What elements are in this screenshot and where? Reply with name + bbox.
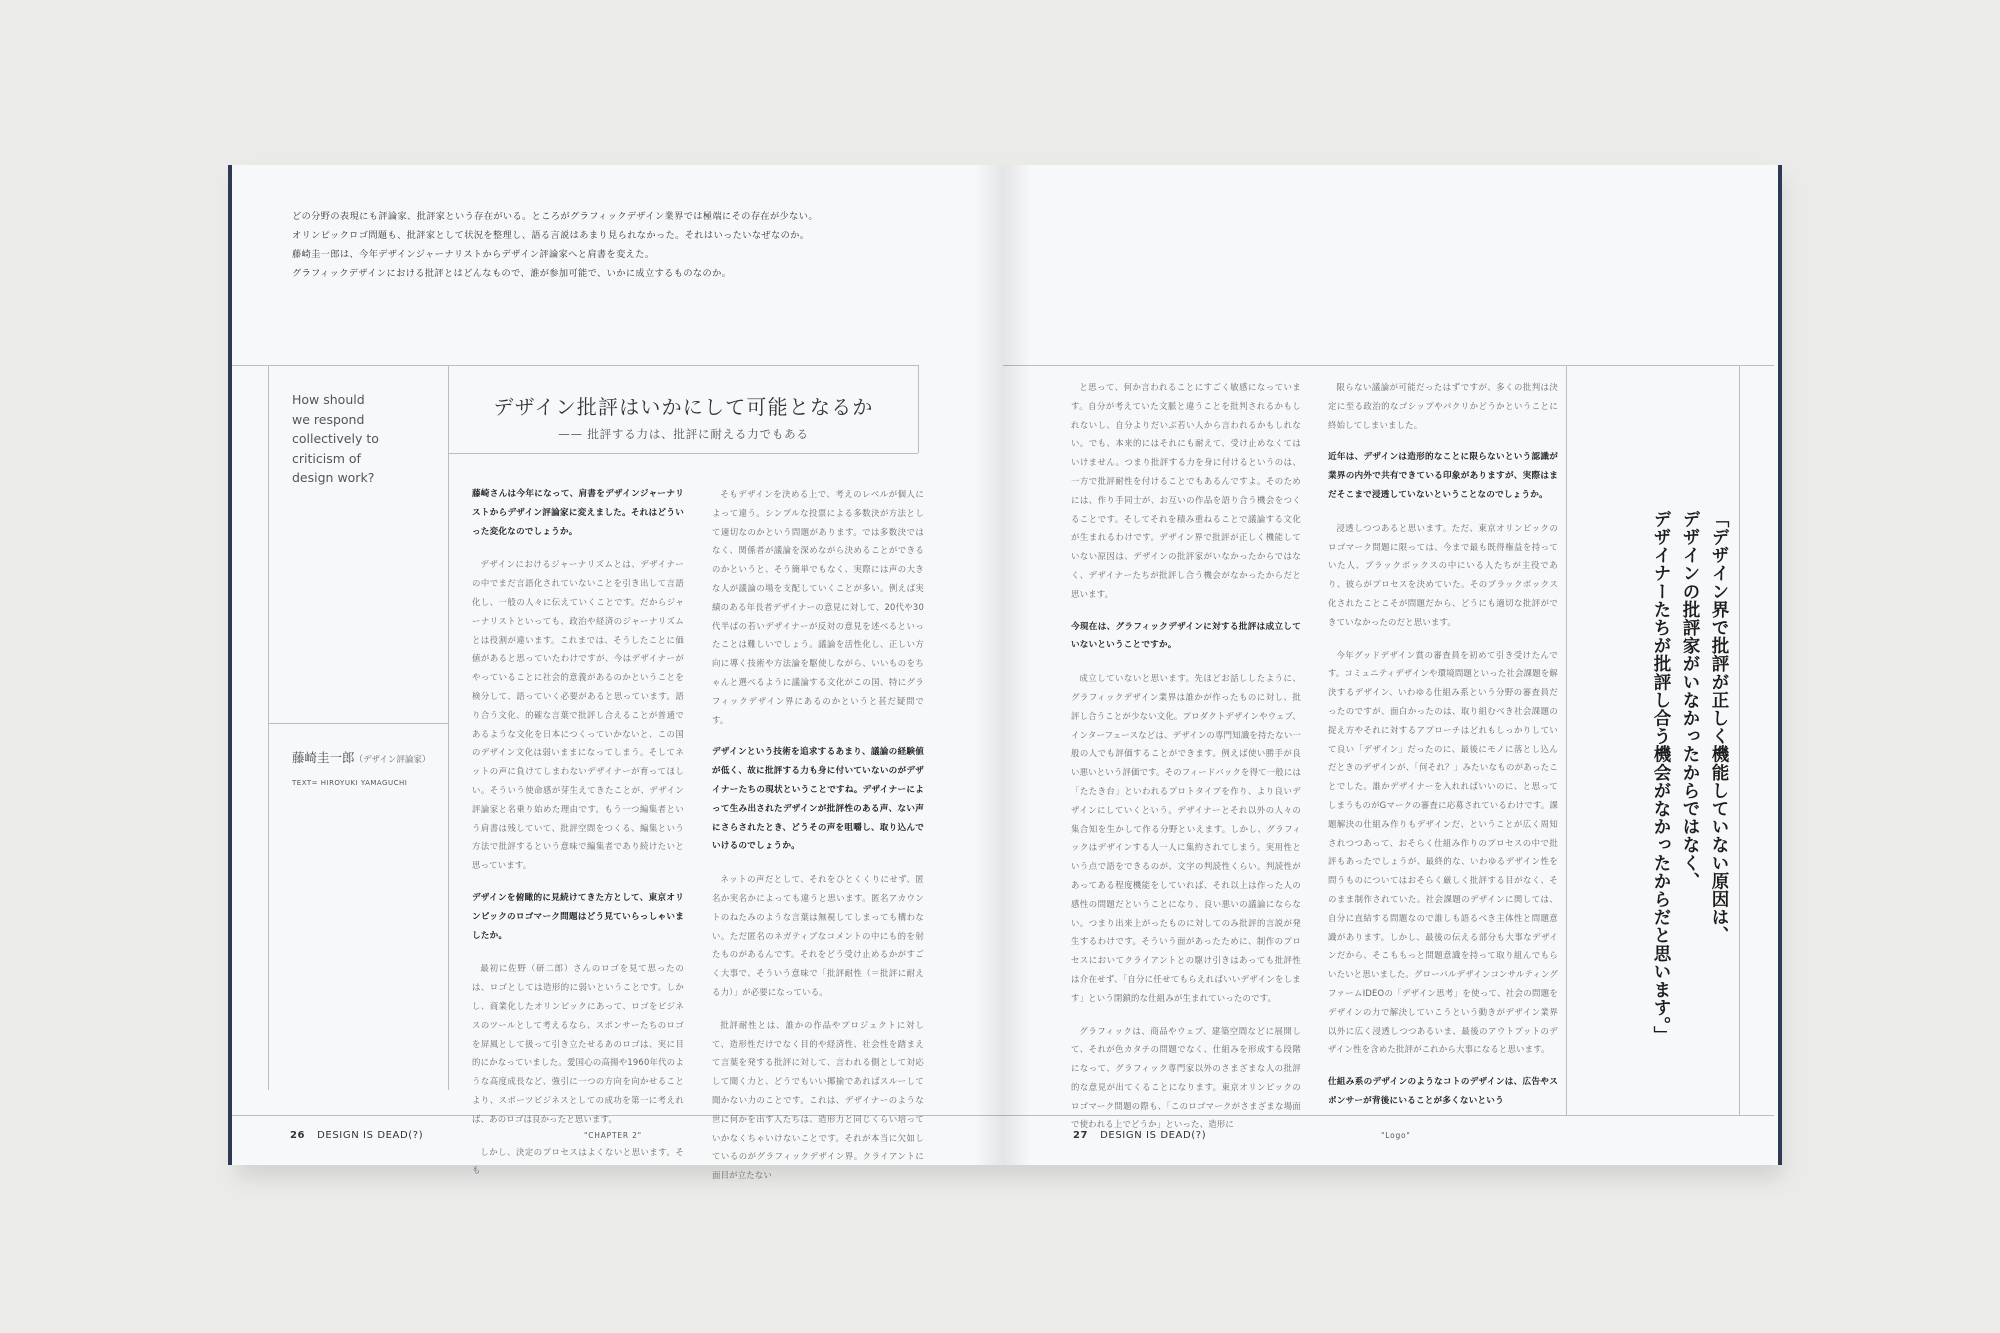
pull-quote-line: デザイナーたちが批評し合う機会がなかったからだと思います。」	[1651, 510, 1671, 1045]
article-title: デザイン批評はいかにして可能となるか	[493, 395, 874, 419]
interview-question: デザインという技術を追求するあまり、議論の経験値が低く、故に批評する力も身に付いていないのがデザイナーたちの現状ということですね。デザイナーによって生み出されたデザインが批評性のある声、ない声にさらされたとき、どうその声を咀嚼し、取り込んでいけるのでしょうか。	[712, 747, 924, 852]
chapter-label: "Logo"	[1381, 1131, 1411, 1140]
article-subtitle: —— 批評する力は、批評に耐える力でもある	[558, 427, 809, 441]
body-column-3	[1071, 378, 1302, 1130]
body-paragraph: グラフィックは、商品やウェブ、建築空間などに展開して、それが色カタチの問題でなく、仕組みを形成する段階になって、グラフィック専門家以外のさまざまな人の批評的な意見が出てくることになります。東京オリンピックのロゴマーク問題の際も、「このロゴマークがさまざまな場面で使われる上でどうか」といった、造形に	[1071, 1025, 1301, 1130]
right-page	[1003, 165, 1782, 1165]
interview-question: 仕組み系のデザインのようなコトのデザインは、広告やスポンサーが背後にいることが多くないという	[1328, 1077, 1558, 1106]
interview-question: 藤崎さんは今年になって、肩書をデザインジャーナリストからデザイン評論家に変えました。それはどういった変化なのでしょうか。	[472, 489, 684, 537]
chapter-label: "CHAPTER 2"	[584, 1131, 642, 1140]
rule	[918, 365, 919, 453]
author-name-text: 藤崎圭一郎	[292, 750, 355, 765]
rule	[448, 365, 918, 366]
body-paragraph: そもデザインを決める上で、考えのレベルが個人によって違う。シンプルな投票による多数決が方法として適切なのかという問題があります。では多数決ではなく、関係者が議論を深めながら決めることができるのかというと、そう簡単でもなく、実際には声の大きな人が議論の場を支配していくことが多い。例えば実績のある年長者デザイナーの意見に対して、20代や30代半ばの若いデザイナーが反対の意見を述べるといったことは難しいでしょう。議論を活性化し、正しい方向に導く技術や方法論を駆使しながら、いいものをちゃんと選べるように議論する文化がこの国、特にグラフィックデザイン界にあるのかというと甚だ疑問です。	[712, 489, 924, 725]
author-name	[292, 748, 430, 766]
pull-quote-line: 「デザイン界で批評が正しく機能していない原因は、	[1709, 510, 1729, 945]
page-number: 26	[290, 1130, 306, 1141]
interview-question: 近年は、デザインは造形的なことに限らないという認識が業界の内外で共有できている印象がありますが、実際はまだそこまで浸透していないということなのでしょうか。	[1328, 452, 1558, 500]
lead-line: どの分野の表現にも評論家、批評家という存在がいる。ところがグラフィックデザイン業界では極端にその存在が少ない。	[292, 211, 818, 222]
folio-title: DESIGN IS DEAD(?)	[1100, 1130, 1207, 1141]
rule	[268, 723, 448, 724]
folio-title: DESIGN IS DEAD(?)	[317, 1130, 424, 1141]
body-paragraph: 今年グッドデザイン賞の審査員を初めて引き受けたんです。コミュニティデザインや環境問題といった社会課題を解決するデザイン、いわゆる仕組み系という分野の審査員だったのですが、面白かったのは、取り組むべき社会課題の捉え方やそれに対するアプローチはどれもしっかりしていて良い「デザイン」だったのに、最後にモノに落とし込んだときのデザインが、「何それ？」みたいなものがあったことでした。誰かデザイナーを入れればいいのに、と思ってしまうものがGマークの審査に応募されているわけです。課題解決の仕組み作りもデザインだ、ということが広く周知されつつあって、おそらく仕組み作りのプロセスの中で批評もあったでしょうが、最終的な、いわゆるデザイン性を問うものについてはおそらく厳しく批評する目がなく、そのまま制作されていた。社会課題のデザインに関しては、自分に直結する問題なので誰しも語るべき主体性と問題意識があります。しかし、最後の伝える部分も大事なデザインだから、そこももっと問題意識を持って取り組んでもらいたいと思いました。グローバルデザインコンサルティングファームIDEOの「デザイン思考」を使って、社会の問題をデザインの力で解決していこうという動きがデザイン業界以外に広く浸透しつつあるいま、最後のアウトプットのデザイン性を含めた批評がこれから大事になると思います。	[1328, 649, 1558, 1055]
rule	[268, 365, 269, 1090]
body-paragraph: 成立していないと思います。先ほどお話ししたように、グラフィックデザイン業界は誰かが作ったものに対し、批評し合うことが少ない文化。プロダクトデザインやウェブ、インターフェースなどは、デザインの専門知識を持たない一般の人でも評価することができます。例えば使い勝手が良い悪いという評価です。そのフィードバックを得て一般には「たたき台」といわれるプロトタイプを作り、より良いデザインにしていくという。デザイナーとそれ以外の人々の集合知を生かして作る分野といえます。しかし、グラフィックはデザインする人一人に集約されてしまう。実用性という点で語をできるのが、文字の判読性くらい。判読性があってある程度機能をしていれば、それ以上は作った人の感性の問題だということになり、良い悪いの議論にならない。つまり出来上がったものに対してのみ批評的言説が発生するわけです。そういう面があったために、制作のプロセスにおいてクライアントとの駆け引きはあっても批評性は介在せず、「自分に任せてもらえればいいデザインをします」という閉鎖的な仕組みが生まれていったのです。	[1071, 673, 1302, 1003]
interview-question: 今現在は、グラフィックデザインに対する批評は成立していないということですか。	[1071, 621, 1301, 651]
rule	[1739, 365, 1740, 1115]
rule	[448, 365, 449, 1090]
interview-question: デザインを俯瞰的に見続けてきた方として、東京オリンピックのロゴマーク問題はどう見ていらっしゃいましたか。	[472, 892, 684, 941]
lead-line: グラフィックデザインにおける批評とはどんなもので、誰が参加可能で、いかに成立するものなのか。	[292, 268, 732, 279]
rule	[448, 453, 918, 454]
rule	[1566, 365, 1567, 1115]
body-paragraph: 最初に佐野（研二郎）さんのロゴを見て思ったのは、ロゴとしては造形的に弱いということです。しかし、商業化したオリンピックにあって、ロゴをビジネスのツールとして考えるなら、スポンサーたちのロゴを屏風として扱って引き立たせるあのロゴは、実に目的にかなっていました。愛国心の高揚や1960年代のような高度成長など、強引に一つの方向を向かせることより、スポーツビジネスとしての成功を第一に考えれば、あのロゴは良かったと思います。	[472, 963, 684, 1124]
page-folio	[290, 1130, 423, 1141]
body-paragraph: ネットの声だとして、それをひとくくりにせず、匿名か実名かによっても違うと思います。匿名アカウントのねたみのような言葉は無視してしまっても構わない。ただ匿名のネガティブなコメントの中にも的を射たものがあるんです。それをどう受け止めるかがすごく大事で、そういう意味で「批評耐性（＝批評に耐える力）」が必要になっている。	[712, 874, 924, 997]
pull-quote	[1573, 510, 1733, 1100]
page-number: 27	[1073, 1130, 1089, 1141]
pull-quote-line: デザインの批評家がいなかったからではなく、	[1680, 510, 1700, 891]
body-paragraph: デザインにおけるジャーナリズムとは、デザイナーの中でまだ言語化されていないことを引き出して言語化し、一般の人々に伝えていくことです。だからジャーナリストといっても、政治や経済のジャーナリズムとは役割が違います。これまでは、そうしたことに価値があると思っていたわけですが、今はデザイナーがやっていることに社会的意義があるのかということを検分して、語っていく必要があると思っています。語り合う文化、的確な言葉で批評し合えることが普通であるような文化を日本につくっていかないと、この国のデザイン文化は弱いままになってしまう。そしてネットの声に負けてしまわないデザイナーが育ってほしい。そういう使命感が芽生えてきたことが、デザイン評論家と名乗り始めた理由です。もう一つ編集者という肩書は残していて、批評空間をつくる、編集という方法で批評するという意味で編集者であり続けたいと思っています。	[472, 559, 684, 871]
english-question: How should we respond collectively to criticism of design work?	[292, 392, 379, 486]
body-column-4	[1328, 378, 1558, 1106]
body-paragraph: と思って、何か言われることにすごく敏感になっています。自分が考えていた文脈と違うことを批判されるかもしれないし、自分よりだいぶ若い人から言われるかもしれない。でも、本来的にはそれにも耐えて、受け止めなくてはいけません。つまり批評する力を身に付けるというのは、一方で批評耐性を付けることでもあるんですよ。そのためには、作り手同士が、お互いの作品を語り合う機会をつくることです。そしてそれを積み重ねることで議論する文化が生まれるわけです。デザイン界で批評が正しく機能していない原因は、デザインの批評家がいなかったからではなく、デザイナーたちが批評し合う機会がなかったからだと思います。	[1071, 382, 1301, 599]
body-paragraph: 限らない議論が可能だったはずですが、多くの批判は決定に至る政治的なゴシップやパクリかどうかということに終始してしまいました。	[1328, 382, 1558, 430]
left-page	[228, 165, 1007, 1181]
lead-line: 藤崎圭一郎は、今年デザインジャーナリストからデザイン評論家へと肩書を変えた。	[292, 249, 655, 260]
page-folio	[1073, 1130, 1206, 1141]
body-paragraph: 浸透しつつあると思います。ただ、東京オリンピックのロゴマーク問題に限っては、今まで最も既得権益を持っていた人、ブラックボックスの中にいる人たちが主役であり、彼らがプロセスを決めていた。そのブラックボックス化されたことこそが問題だから、どうにも適切な批評ができていなかったのだと思います。	[1328, 522, 1558, 627]
body-paragraph: 批評耐性とは、誰かの作品やプロジェクトに対して、造形性だけでなく目的や経済性、社会性を踏まえて言葉を発する批評に対して、言われる側として対応して聞く力と、どうでもいい揶揄であればスルーして聞かない力のことです。これは、デザイナーのような世に何かを出す人たちは、造形力と同じくらい培っていかなくちゃいけないことです。それが本当に欠如しているのがグラフィックデザイン界。クライアントに面目が立たない	[712, 1019, 924, 1181]
author-role: （デザイン評論家）	[354, 755, 431, 765]
body-paragraph: しかし、決定のプロセスはよくないと思います。そも	[472, 1146, 684, 1176]
lead-line: オリンピックロゴ問題も、批評家として状況を整理し、語る言説はあまり見られなかった。それはいったいなぜなのか。	[292, 230, 810, 241]
body-column-2	[712, 485, 924, 1181]
text-credit: TEXT= HIROYUKI YAMAGUCHI	[292, 779, 408, 787]
rule	[1003, 365, 1774, 366]
lead-text	[292, 207, 852, 283]
spine-shadow	[975, 165, 1031, 1165]
